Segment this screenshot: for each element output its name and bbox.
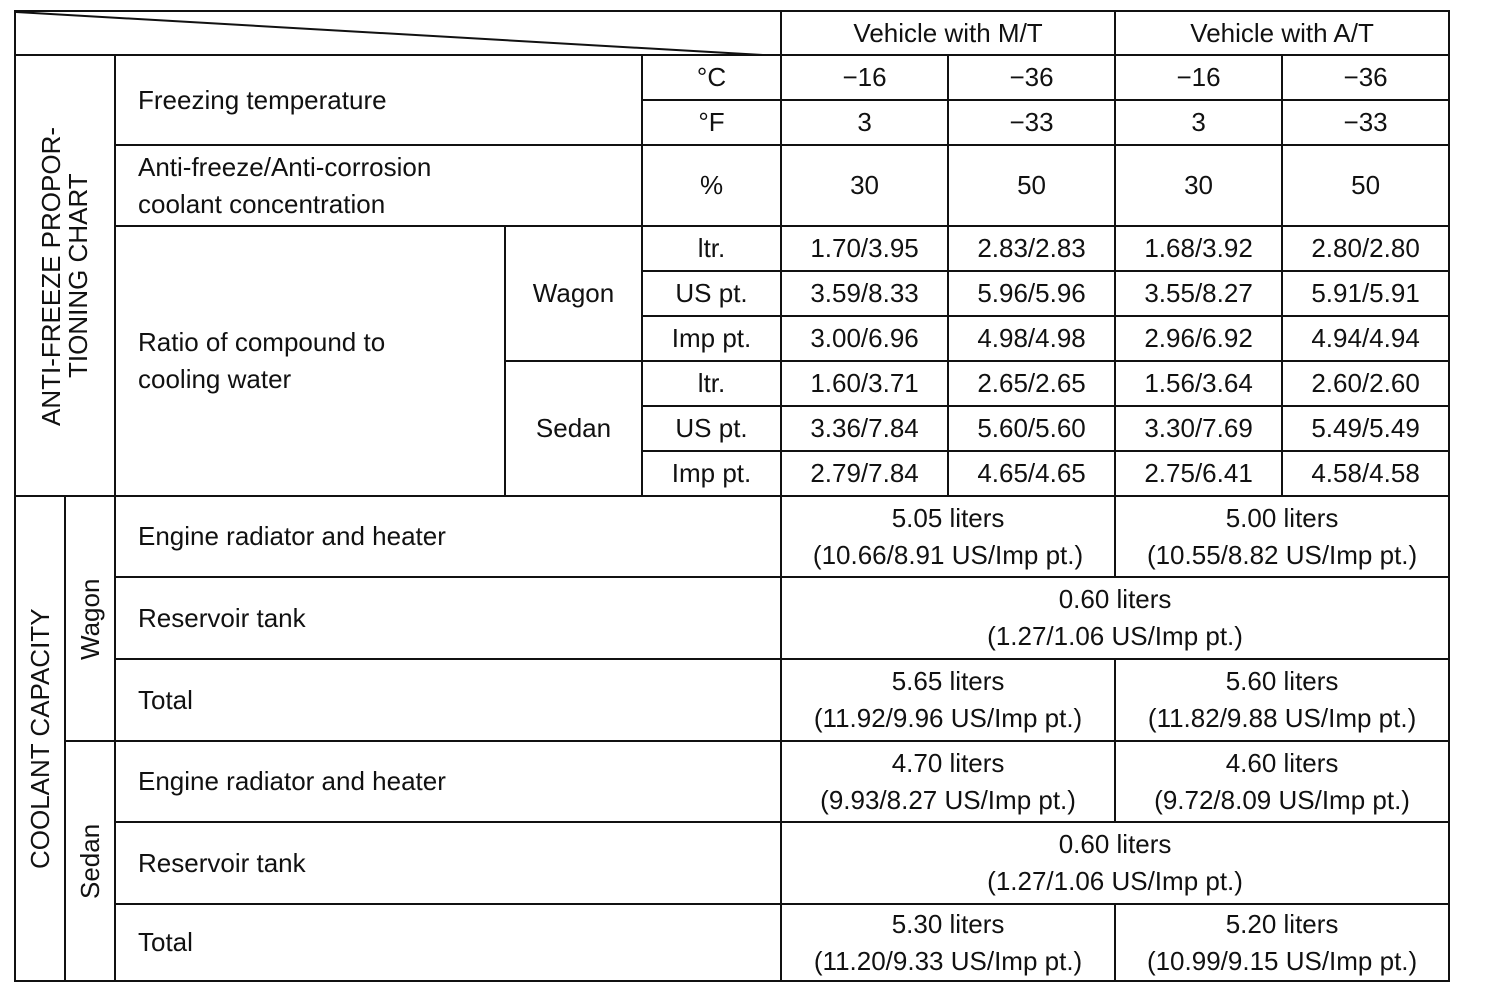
- ratio-label: [115, 226, 505, 496]
- sedan-engine-at: [1115, 741, 1449, 822]
- ratio-value: 5.91/5.91: [1282, 271, 1449, 316]
- sedan-engine-mt: [781, 741, 1115, 822]
- ratio-value: 3.59/8.33: [781, 271, 948, 316]
- ratio-value: 4.58/4.58: [1282, 451, 1449, 496]
- freezing-f-value: 3: [1115, 100, 1282, 145]
- unit-celsius: °C: [642, 55, 781, 100]
- unit-fahrenheit: °F: [642, 100, 781, 145]
- ratio-label-line1: Ratio of compound to: [138, 327, 386, 357]
- ratio-value: 4.65/4.65: [948, 451, 1115, 496]
- ratio-value: 2.96/6.92: [1115, 316, 1282, 361]
- wagon-engine-label: Engine radiator and heater: [115, 496, 781, 577]
- ratio-value: 2.80/2.80: [1282, 226, 1449, 271]
- sedan-engine-at-liters: 4.60 liters: [1225, 747, 1339, 778]
- wagon-total-label: Total: [115, 659, 781, 741]
- concentration-value: 30: [1115, 145, 1282, 226]
- concentration-label-line1: Anti-freeze/Anti-corrosion: [138, 151, 432, 182]
- wagon-reservoir-liters: 0.60 liters: [1058, 584, 1172, 614]
- freezing-f-value: 3: [781, 100, 948, 145]
- ratio-unit: US pt.: [642, 271, 781, 316]
- ratio-value: 2.65/2.65: [948, 361, 1115, 406]
- concentration-label: [115, 145, 642, 226]
- antifreeze-section-line2: TIONING CHART: [63, 173, 93, 378]
- wagon-engine-at-pints: (10.55/8.82 US/Imp pt.): [1146, 539, 1418, 570]
- wagon-reservoir-value: [781, 577, 1449, 659]
- ratio-value: 2.75/6.41: [1115, 451, 1282, 496]
- concentration-value: 30: [781, 145, 948, 226]
- sedan-reservoir-value: [781, 822, 1449, 904]
- ratio-value: 3.36/7.84: [781, 406, 948, 451]
- wagon-reservoir-label: Reservoir tank: [115, 577, 781, 659]
- ratio-group-sedan: Sedan: [505, 361, 642, 496]
- ratio-label-line2: cooling water: [138, 364, 292, 394]
- ratio-unit: ltr.: [642, 361, 781, 406]
- ratio-group-wagon: Wagon: [505, 226, 642, 361]
- wagon-engine-mt-liters: 5.05 liters: [891, 502, 1005, 533]
- capacity-wagon-text: Wagon: [74, 577, 105, 660]
- capacity-wagon-label: [65, 496, 115, 741]
- ratio-value: 1.56/3.64: [1115, 361, 1282, 406]
- ratio-value: 2.60/2.60: [1282, 361, 1449, 406]
- freezing-f-value: −33: [948, 100, 1115, 145]
- sedan-reservoir-liters: 0.60 liters: [1058, 829, 1172, 859]
- corner-header-cell: [15, 11, 781, 55]
- antifreeze-section-line1: ANTI-FREEZE PROPOR-: [36, 126, 66, 426]
- concentration-label-line2: coolant concentration: [138, 188, 386, 219]
- sedan-total-at-pints: (10.99/9.15 US/Imp pt.): [1146, 945, 1418, 976]
- concentration-value: 50: [1282, 145, 1449, 226]
- wagon-total-mt: [781, 659, 1115, 741]
- sedan-total-mt-liters: 5.30 liters: [891, 908, 1005, 939]
- freezing-f-value: −33: [1282, 100, 1449, 145]
- wagon-reservoir-pints: (1.27/1.06 US/Imp pt.): [987, 621, 1243, 651]
- ratio-value: 3.30/7.69: [1115, 406, 1282, 451]
- capacity-section-label: [15, 496, 65, 981]
- sedan-engine-at-pints: (9.72/8.09 US/Imp pt.): [1154, 784, 1410, 815]
- wagon-engine-at-liters: 5.00 liters: [1225, 502, 1339, 533]
- wagon-total-at-liters: 5.60 liters: [1225, 666, 1339, 696]
- unit-percent: %: [642, 145, 781, 226]
- ratio-value: 4.98/4.98: [948, 316, 1115, 361]
- ratio-value: 3.00/6.96: [781, 316, 948, 361]
- ratio-value: 1.68/3.92: [1115, 226, 1282, 271]
- freezing-c-value: −36: [948, 55, 1115, 100]
- ratio-unit: Imp pt.: [642, 451, 781, 496]
- wagon-engine-mt: [781, 496, 1115, 577]
- ratio-value: 1.70/3.95: [781, 226, 948, 271]
- sedan-total-at: [1115, 904, 1449, 981]
- sedan-total-mt-pints: (11.20/9.33 US/Imp pt.): [813, 945, 1083, 976]
- coolant-spec-table: [14, 10, 1450, 982]
- ratio-value: 3.55/8.27: [1115, 271, 1282, 316]
- ratio-value: 5.60/5.60: [948, 406, 1115, 451]
- capacity-section-text: COOLANT CAPACITY: [24, 608, 55, 869]
- concentration-value: 50: [948, 145, 1115, 226]
- wagon-engine-mt-pints: (10.66/8.91 US/Imp pt.): [812, 539, 1084, 570]
- wagon-total-at: [1115, 659, 1449, 741]
- wagon-total-mt-pints: (11.92/9.96 US/Imp pt.): [813, 703, 1083, 733]
- sedan-total-mt: [781, 904, 1115, 981]
- sedan-engine-label: Engine radiator and heater: [115, 741, 781, 822]
- freezing-c-value: −16: [1115, 55, 1282, 100]
- ratio-value: 1.60/3.71: [781, 361, 948, 406]
- ratio-value: 2.79/7.84: [781, 451, 948, 496]
- sedan-total-at-liters: 5.20 liters: [1225, 908, 1339, 939]
- sedan-reservoir-pints: (1.27/1.06 US/Imp pt.): [987, 866, 1243, 896]
- ratio-unit: Imp pt.: [642, 316, 781, 361]
- ratio-unit: US pt.: [642, 406, 781, 451]
- sedan-reservoir-label: Reservoir tank: [115, 822, 781, 904]
- freezing-temperature-label: Freezing temperature: [115, 55, 642, 145]
- sedan-total-label: Total: [115, 904, 781, 981]
- ratio-unit: ltr.: [642, 226, 781, 271]
- wagon-total-mt-liters: 5.65 liters: [891, 666, 1005, 696]
- header-at: Vehicle with A/T: [1115, 11, 1449, 55]
- freezing-c-value: −16: [781, 55, 948, 100]
- wagon-engine-at: [1115, 496, 1449, 577]
- capacity-sedan-label: [65, 741, 115, 981]
- ratio-value: 5.96/5.96: [948, 271, 1115, 316]
- wagon-total-at-pints: (11.82/9.88 US/Imp pt.): [1147, 703, 1417, 733]
- sedan-engine-mt-pints: (9.93/8.27 US/Imp pt.): [820, 784, 1076, 815]
- freezing-c-value: −36: [1282, 55, 1449, 100]
- ratio-value: 5.49/5.49: [1282, 406, 1449, 451]
- header-mt: Vehicle with M/T: [781, 11, 1115, 55]
- ratio-value: 4.94/4.94: [1282, 316, 1449, 361]
- antifreeze-section-label: [15, 55, 115, 496]
- ratio-value: 2.83/2.83: [948, 226, 1115, 271]
- sedan-engine-mt-liters: 4.70 liters: [891, 747, 1005, 778]
- capacity-sedan-text: Sedan: [74, 823, 105, 899]
